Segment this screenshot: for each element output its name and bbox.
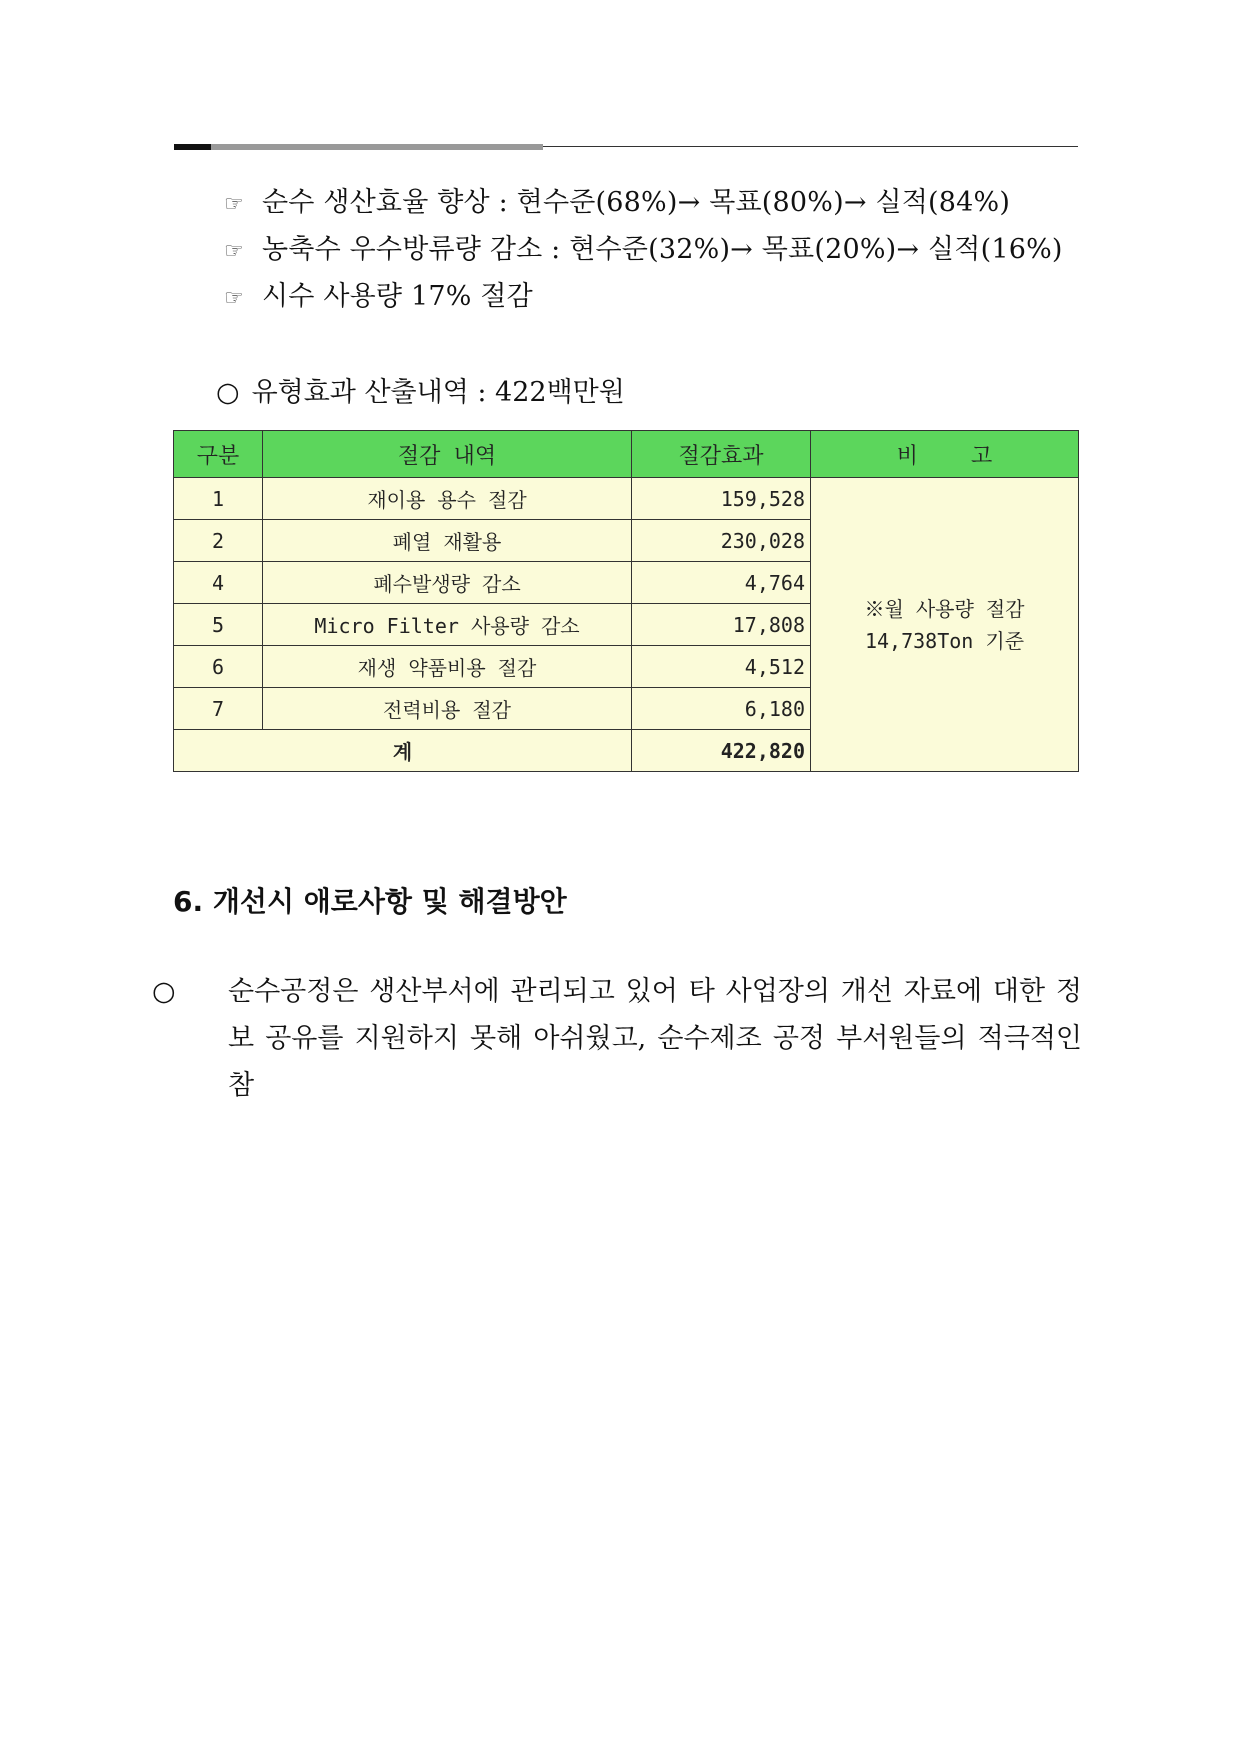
row-number: 1 <box>174 478 263 520</box>
bullet-text: 순수 생산효율 향상 : 현수준(68%)→ 목표(80%)→ 실적(84%) <box>262 187 1011 218</box>
row-number: 6 <box>174 646 263 688</box>
bullet-concentrate-discharge <box>224 233 1063 269</box>
tangible-effect-summary <box>216 376 625 410</box>
paragraph-text: 순수공정은 생산부서에 관리되고 있어 타 사업장의 개선 자료에 대한 정보 공유를 지원하지 못해 아쉬웠고, 순수제조 공정 부서원들의 적극적인 참 <box>228 976 1082 1101</box>
row-item: 폐수발생량 감소 <box>263 562 632 604</box>
header-rule-gray-segment <box>211 144 543 150</box>
pointing-hand-icon: ☞ <box>224 239 244 264</box>
circle-bullet-icon: ○ <box>152 976 176 1007</box>
bullet-production-efficiency <box>224 186 1010 222</box>
pointing-hand-icon: ☞ <box>224 192 244 217</box>
total-label: 계 <box>174 730 632 772</box>
total-value: 422,820 <box>632 730 811 772</box>
remarks-line-1: ※월 사용량 절감 <box>864 596 1025 621</box>
section-paragraph <box>152 968 1082 1109</box>
table-header-row <box>174 431 1079 478</box>
circle-bullet-icon: ○ <box>216 377 240 408</box>
row-value: 6,180 <box>632 688 811 730</box>
row-value: 4,512 <box>632 646 811 688</box>
section-title: 6. 개선시 애로사항 및 해결방안 <box>173 885 567 918</box>
row-value: 4,764 <box>632 562 811 604</box>
header-rule <box>174 144 1078 150</box>
summary-text: 유형효과 산출내역 : 422백만원 <box>251 377 625 408</box>
header-remarks: 비 고 <box>811 431 1079 478</box>
row-item: 재생 약품비용 절감 <box>263 646 632 688</box>
row-item: Micro Filter 사용량 감소 <box>263 604 632 646</box>
row-number: 5 <box>174 604 263 646</box>
row-item: 폐열 재활용 <box>263 520 632 562</box>
pointing-hand-icon: ☞ <box>224 286 244 311</box>
remarks-cell <box>811 478 1079 772</box>
remarks-line-2: 14,738Ton 기준 <box>864 628 1025 653</box>
row-item: 전력비용 절감 <box>263 688 632 730</box>
row-number: 7 <box>174 688 263 730</box>
bullet-text: 농축수 우수방류량 감소 : 현수준(32%)→ 목표(20%)→ 실적(16%) <box>262 234 1063 265</box>
row-number: 2 <box>174 520 263 562</box>
row-value: 230,028 <box>632 520 811 562</box>
bullet-city-water <box>224 280 533 316</box>
table-row <box>174 478 1079 520</box>
header-category: 구분 <box>174 431 263 478</box>
row-value: 159,528 <box>632 478 811 520</box>
row-value: 17,808 <box>632 604 811 646</box>
bullet-text: 시수 사용량 17% 절감 <box>262 281 533 312</box>
header-rule-black-segment <box>174 144 211 150</box>
row-item: 재이용 용수 절감 <box>263 478 632 520</box>
row-number: 4 <box>174 562 263 604</box>
header-savings-detail: 절감 내역 <box>263 431 632 478</box>
header-rule-thin-line <box>543 146 1078 147</box>
header-savings-effect: 절감효과 <box>632 431 811 478</box>
savings-table <box>173 430 1079 772</box>
